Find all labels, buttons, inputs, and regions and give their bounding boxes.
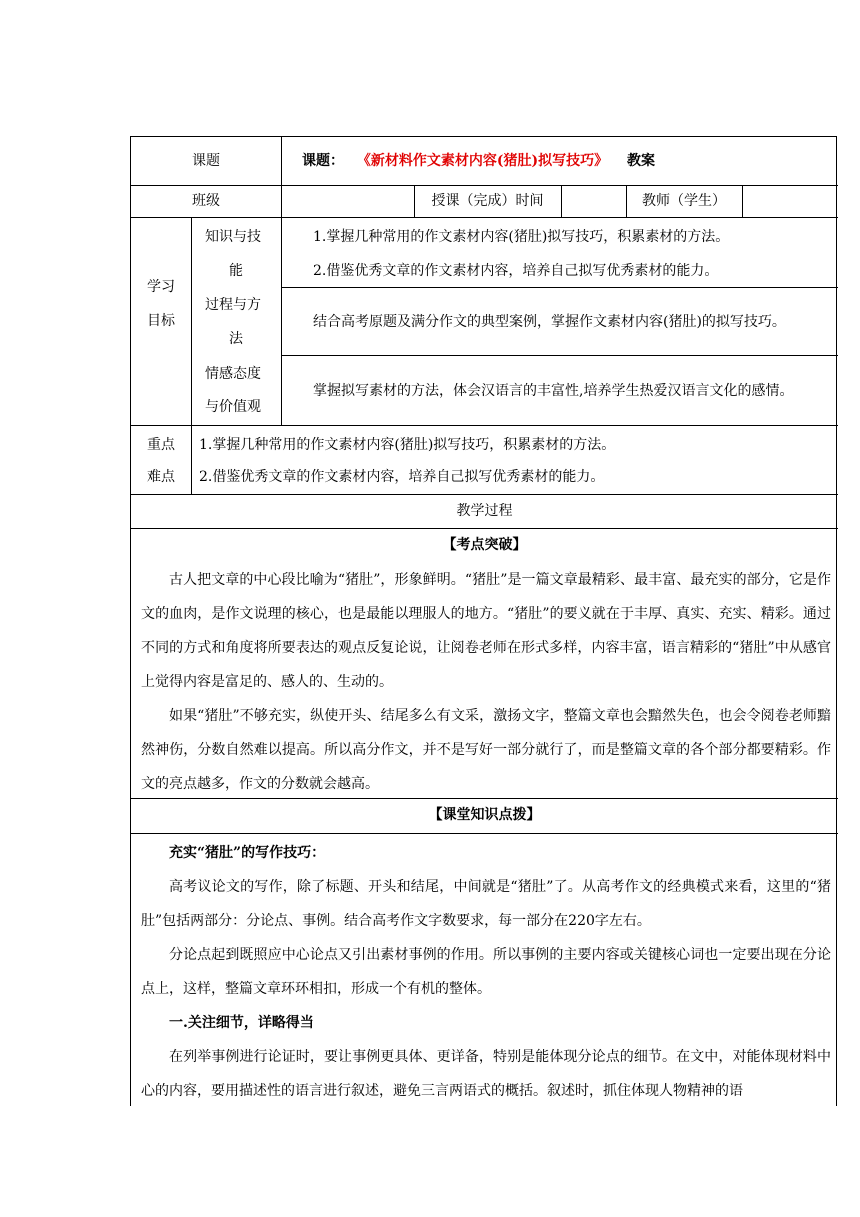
- keypoints-item-2: 2.借鉴优秀文章的作文素材内容，培养自己拟写优秀素材的能力。: [199, 469, 605, 485]
- goals-label-line1: 学习: [147, 279, 175, 295]
- knowledge-item-2: 2.借鉴优秀文章的作文素材内容，培养自己拟写优秀素材的能力。: [313, 263, 719, 279]
- knowledge-label-line2: 能: [229, 263, 243, 279]
- time-label: 授课（完成）时间: [431, 193, 544, 209]
- knowledge-label-line1: 知识与技: [205, 229, 261, 245]
- section2-para-1: 高考议论文的写作，除了标题、开头和结尾，中间就是“猪肚”了。从高考作文的经典模式来看，这里的“猪肚”包括两部分：分论点、事例。结合高考作文字数要求，每一部分在220字左右。: [141, 879, 831, 929]
- section2-para-2: 分论点起到既照应中心论点又引出素材事例的作用。所以事例的主要内容或关键核心词也一定要出现在分论点上，这样，整篇文章环环相扣，形成一个有机的整体。: [141, 947, 831, 997]
- lesson-plan-table: [130, 136, 837, 1106]
- keypoints-item-1: 1.掌握几种常用的作文素材内容(猪肚)拟写技巧，积累素材的方法。: [199, 437, 616, 453]
- section2-heading-1: 一.关注细节，详略得当: [169, 1015, 314, 1031]
- col-divider: [742, 185, 743, 217]
- col-divider: [281, 217, 282, 425]
- col-divider: [191, 217, 192, 425]
- row-divider: [131, 425, 838, 426]
- process-text: 结合高考原题及满分作文的典型案例，掌握作文素材内容(猪肚)的拟写技巧。: [313, 314, 786, 330]
- topic-prefix: 课题：: [302, 153, 344, 169]
- emotion-label-line1: 情感态度: [205, 366, 261, 382]
- row-divider: [131, 833, 838, 834]
- col-divider: [281, 137, 282, 217]
- process-label-line1: 过程与方: [205, 297, 261, 313]
- row-divider: [131, 528, 838, 529]
- section2-para-3: 在列举事例进行论证时，要让事例更具体、更详备，特别是能体现分论点的细节。在文中，对能体现材料中心的内容，要用描述性的语言进行叙述，避免三言两语式的概括。叙述时，抓住体现人物精神的语: [141, 1049, 831, 1099]
- knowledge-item-1: 1.掌握几种常用的作文素材内容(猪肚)拟写技巧，积累素材的方法。: [313, 229, 730, 245]
- keypoints-label-line2: 难点: [147, 469, 175, 485]
- row-divider: [131, 494, 838, 495]
- section2-title: 【课堂知识点拨】: [428, 807, 541, 823]
- topic-heading: [302, 151, 655, 171]
- row-divider: [281, 287, 838, 288]
- row-divider: [131, 217, 838, 218]
- topic-suffix: 教案: [627, 153, 655, 169]
- row-divider: [131, 185, 838, 186]
- topic-label: 课题: [192, 153, 220, 169]
- process-title: 教学过程: [456, 503, 513, 519]
- goals-label-line2: 目标: [147, 313, 175, 329]
- section1-para-1: 古人把文章的中心段比喻为“猪肚”，形象鲜明。“猪肚”是一篇文章最精彩、最丰富、最充实的部分，它是作文的血肉，是作文说理的核心，也是最能以理服人的地方。“猪肚”的要义就在于丰厚、真实、充实、精彩。通过不同的方式和角度将所要表达的观点反复论说，让阅卷老师在形式多样，内容丰富，语言精彩的“猪肚”中从感官上觉得内容是富足的、感人的、生动的。: [141, 572, 831, 690]
- col-divider: [561, 185, 562, 217]
- row-divider: [281, 355, 838, 356]
- class-label: 班级: [192, 193, 220, 209]
- section1-title: 【考点突破】: [442, 537, 527, 553]
- emotion-label-line2: 与价值观: [205, 399, 261, 415]
- process-label-line2: 法: [229, 331, 243, 347]
- topic-title: 《新材料作文素材内容(猪肚)拟写技巧》: [356, 153, 609, 169]
- emotion-text: 掌握拟写素材的方法，体会汉语言的丰富性,培养学生热爱汉语言文化的感情。: [313, 383, 794, 399]
- teacher-label: 教师（学生）: [642, 193, 726, 209]
- section2-subtitle: 充实“猪肚”的写作技巧：: [169, 845, 326, 861]
- section1-para-2: 如果“猪肚”不够充实，纵使开头、结尾多么有文采，激扬文字，整篇文章也会黯然失色，也会令阅卷老师黯然神伤，分数自然难以提高。所以高分作文，并不是写好一部分就行了，而是整篇文章的各个部分都要精彩。作文的亮点越多，作文的分数就会越高。: [141, 708, 831, 792]
- keypoints-label-line1: 重点: [147, 437, 175, 453]
- col-divider: [191, 425, 192, 494]
